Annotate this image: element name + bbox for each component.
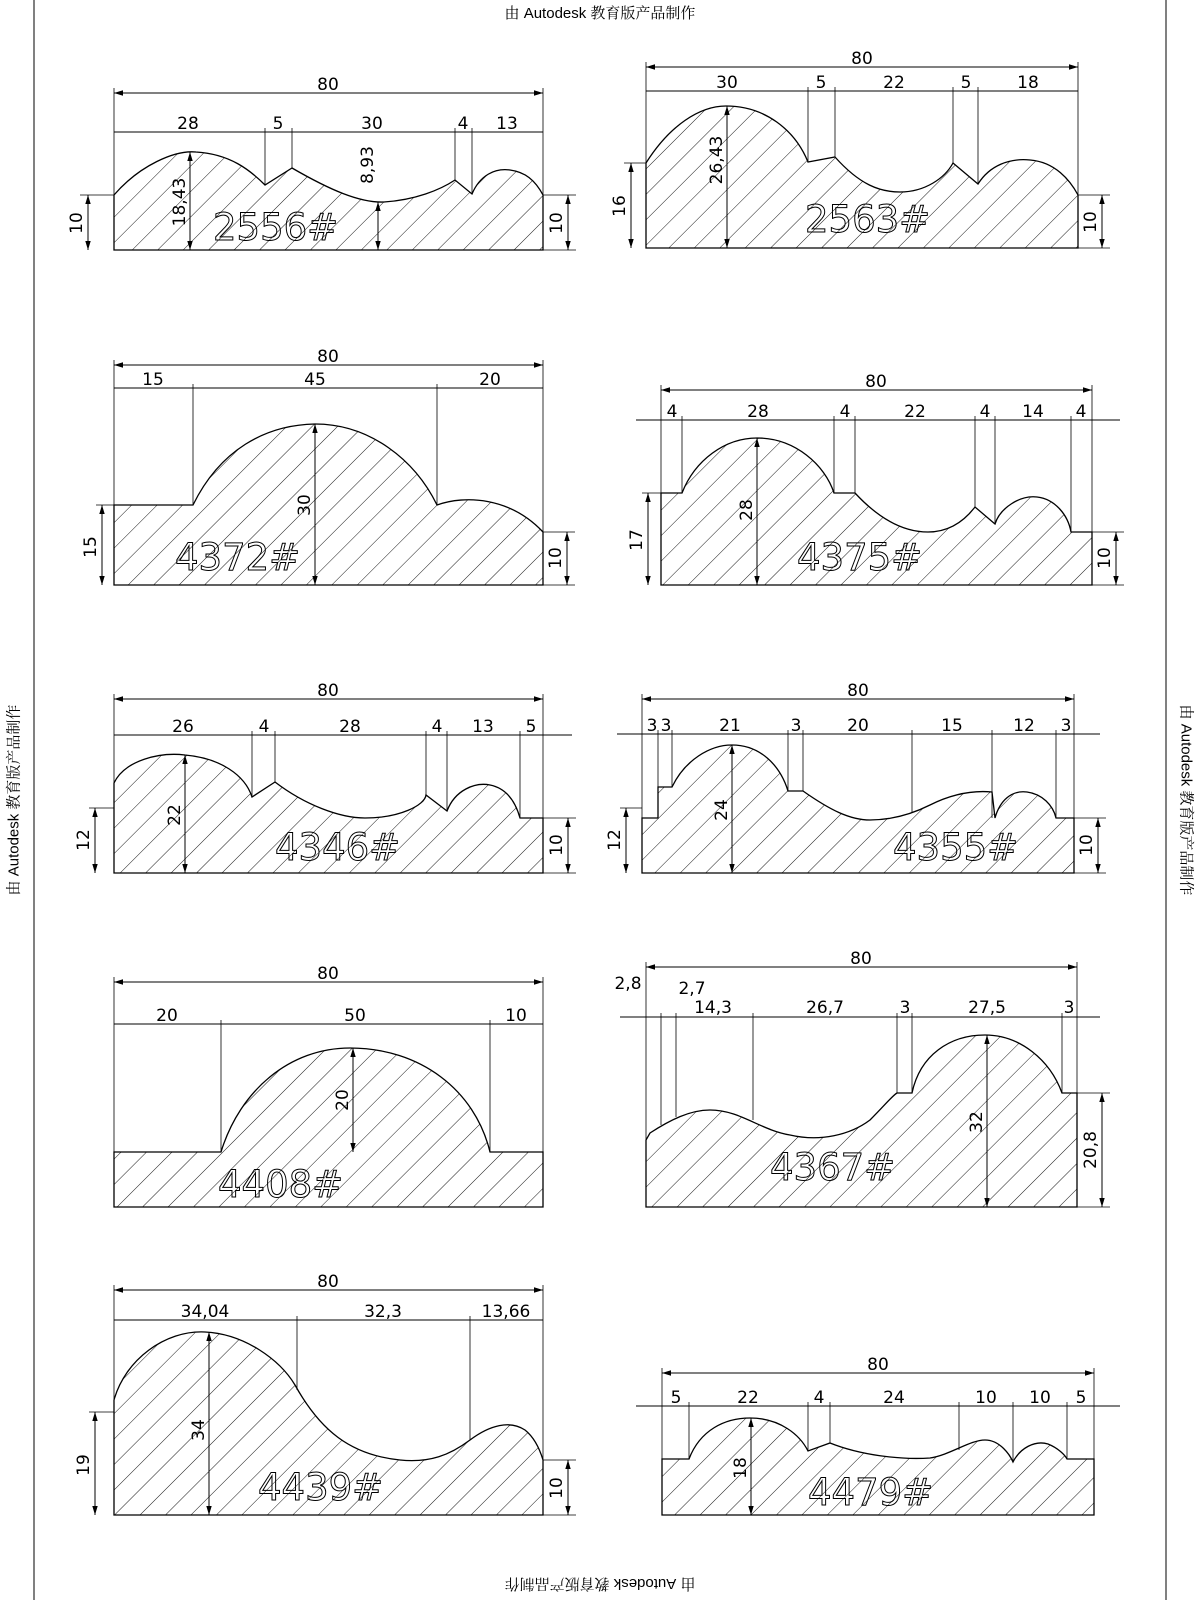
dimension-overall-label: 80	[317, 347, 339, 367]
profile-4355	[605, 681, 1106, 873]
dim-label: 3	[790, 716, 802, 736]
dim-label: 34	[189, 1419, 209, 1441]
dim-label: 10	[546, 547, 566, 569]
profile-4367	[614, 949, 1110, 1207]
dim-label: 18	[731, 1457, 751, 1479]
dim-label: 10	[975, 1388, 997, 1408]
dim-label: 4	[666, 402, 678, 422]
profile-code: 4439#	[258, 1466, 384, 1509]
dim-label: 5	[815, 73, 827, 93]
dimension-overall-label: 80	[850, 949, 872, 969]
dim-label: 16	[610, 195, 630, 217]
dim-label: 14	[1022, 402, 1044, 422]
dim-label: 26	[172, 717, 194, 737]
profile-4346	[74, 681, 576, 873]
dimension-overall-label: 80	[317, 681, 339, 701]
dim-label: 3	[660, 716, 672, 736]
dim-label: 34,04	[180, 1302, 230, 1322]
dimension-overall-label: 80	[865, 372, 887, 392]
dim-label: 30	[295, 494, 315, 516]
dim-label: 10	[1077, 834, 1097, 856]
dimension-overall-label: 80	[317, 1272, 339, 1292]
dim-label: 12	[605, 829, 625, 851]
profile-4439	[74, 1272, 576, 1515]
profile-4408	[114, 964, 543, 1207]
dim-label: 4	[431, 717, 443, 737]
dim-label: 28	[177, 114, 199, 134]
profile-code: 2563#	[805, 198, 931, 241]
dim-label: 24	[712, 799, 732, 821]
dim-label: 4	[813, 1388, 825, 1408]
watermark-left: 由 Autodesk 教育版产品制作	[5, 704, 23, 896]
profile-code: 4355#	[893, 826, 1019, 869]
profile-4375	[627, 372, 1124, 585]
dim-label: 4	[457, 114, 469, 134]
dim-label: 13	[472, 717, 494, 737]
dim-label: 2,7	[678, 979, 706, 999]
watermark-bottom: 由 Autodesk 教育版产品制作	[504, 1575, 696, 1592]
dim-label: 12	[1013, 716, 1035, 736]
dim-label: 10	[547, 834, 567, 856]
dim-label: 15	[941, 716, 963, 736]
profile-2556	[67, 75, 576, 250]
dim-label: 20	[847, 716, 869, 736]
profile-code: 4346#	[275, 826, 401, 869]
profile-code: 4375#	[797, 536, 923, 579]
dim-label: 10	[1029, 1388, 1051, 1408]
dim-label: 24	[883, 1388, 905, 1408]
dim-label: 20	[333, 1089, 353, 1111]
dimension-overall-label: 80	[867, 1355, 889, 1375]
dim-label: 28	[339, 717, 361, 737]
dim-label: 20	[156, 1006, 178, 1026]
dimension-overall-label: 80	[847, 681, 869, 701]
dimension-overall-label: 80	[317, 75, 339, 95]
dimension-overall-label: 80	[851, 49, 873, 69]
dim-label: 45	[304, 370, 326, 390]
dim-label: 3	[899, 998, 911, 1018]
dim-label: 22	[883, 73, 905, 93]
dim-label: 10	[67, 212, 87, 234]
dim-label: 30	[361, 114, 383, 134]
dim-label: 5	[670, 1388, 682, 1408]
dim-label: 15	[142, 370, 164, 390]
dim-label: 15	[81, 536, 101, 558]
dim-label: 18,43	[170, 177, 190, 227]
dim-label: 32	[967, 1111, 987, 1133]
profile-4372	[81, 347, 575, 585]
dim-label: 5	[1075, 1388, 1087, 1408]
dim-label: 26,7	[806, 998, 844, 1018]
dim-label: 10	[1095, 547, 1115, 569]
profile-code: 4367#	[770, 1146, 896, 1189]
profile-code: 2556#	[213, 206, 339, 249]
dim-label: 22	[904, 402, 926, 422]
dimension-overall-label: 80	[317, 964, 339, 984]
dim-label: 3	[1063, 998, 1075, 1018]
dim-label: 5	[525, 717, 537, 737]
profile-2563	[610, 49, 1110, 248]
dim-label: 12	[74, 829, 94, 851]
profile-code: 4408#	[218, 1163, 344, 1206]
dim-label: 13	[496, 114, 518, 134]
dim-label: 13,66	[481, 1302, 531, 1322]
dim-label: 19	[74, 1454, 94, 1476]
dim-label: 27,5	[968, 998, 1006, 1018]
watermark-top: 由 Autodesk 教育版产品制作	[504, 5, 696, 22]
dim-label: 32,3	[364, 1302, 402, 1322]
dim-label: 10	[1081, 211, 1101, 233]
dim-label: 10	[505, 1006, 527, 1026]
dim-label: 5	[960, 73, 972, 93]
dim-label: 3	[646, 716, 658, 736]
dim-label: 5	[272, 114, 284, 134]
dim-label: 20	[479, 370, 501, 390]
dim-label: 28	[747, 402, 769, 422]
profile-code: 4372#	[175, 536, 301, 579]
dim-label: 20,8	[1081, 1131, 1101, 1169]
dim-label: 21	[719, 716, 741, 736]
dim-label: 26,43	[707, 135, 727, 185]
dim-label: 4	[1075, 402, 1087, 422]
dim-label: 10	[547, 1477, 567, 1499]
dim-label: 50	[344, 1006, 366, 1026]
dim-label: 2,8	[614, 974, 642, 994]
dim-label: 8,93	[358, 146, 378, 184]
dim-label: 3	[1060, 716, 1072, 736]
dim-label: 18	[1017, 73, 1039, 93]
dim-label: 14,3	[694, 998, 732, 1018]
dim-label: 22	[165, 804, 185, 826]
dim-label: 10	[547, 212, 567, 234]
profile-code: 4479#	[808, 1471, 934, 1514]
dim-label: 28	[737, 499, 757, 521]
dim-label: 17	[627, 529, 647, 551]
dim-label: 4	[839, 402, 851, 422]
dim-label: 30	[716, 73, 738, 93]
dim-label: 4	[979, 402, 991, 422]
profile-4479	[636, 1355, 1120, 1515]
dim-label: 22	[737, 1388, 759, 1408]
dim-label: 4	[258, 717, 270, 737]
watermark-right: 由 Autodesk 教育版产品制作	[1177, 704, 1195, 896]
